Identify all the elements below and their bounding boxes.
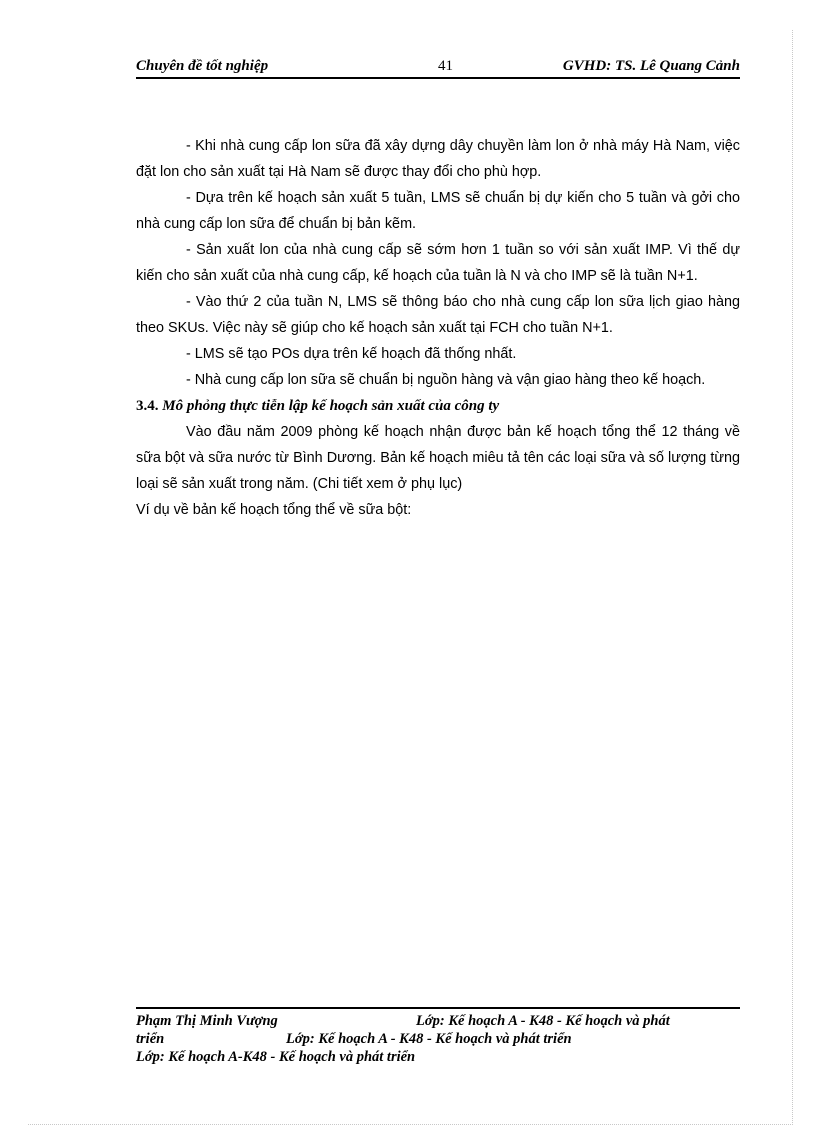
- paragraph: - Khi nhà cung cấp lon sữa đã xây dựng dây chuyền làm lon ở nhà máy Hà Nam, việc đặt lon cho sản xuất tại Hà Nam sẽ được thay đổi cho phù hợp.: [136, 138, 740, 180]
- section-title: Mô phỏng thực tiễn lập kế hoạch sản xuất của công ty: [162, 398, 500, 414]
- example-line: Ví dụ về bản kế hoạch tổng thể về sữa bột:: [136, 502, 412, 518]
- paragraph: - Vào thứ 2 của tuần N, LMS sẽ thông báo cho nhà cung cấp lon sữa lịch giao hàng theo SKUs. Việc này sẽ giúp cho kế hoạch sản xuất tại FCH cho tuần N+1.: [136, 294, 740, 336]
- section-number: 3.4.: [136, 398, 159, 414]
- paragraph: - Sản xuất lon của nhà cung cấp sẽ sớm hơn 1 tuần so với sản xuất IMP. Vì thế dự kiến cho sản xuất của nhà cung cấp, kế hoạch của tuần là N và cho IMP sẽ là tuần N+1.: [136, 242, 740, 284]
- paragraph: - Nhà cung cấp lon sữa sẽ chuẩn bị nguồn hàng và vận giao hàng theo kế hoạch.: [186, 372, 706, 388]
- header-advisor: GVHD: TS. Lê Quang Cảnh: [562, 58, 740, 74]
- page-header: [136, 58, 740, 78]
- footer-class-line-1-continued: triển: [136, 1031, 165, 1047]
- footer-class-line-3: Lớp: Kế hoạch A-K48 - Kế hoạch và phát triển: [136, 1049, 416, 1065]
- footer-author: Phạm Thị Minh Vượng: [136, 1013, 278, 1029]
- page-footer: [136, 1012, 740, 1066]
- footer-class-line-1: Lớp: Kế hoạch A - K48 - Kế hoạch và phát: [416, 1013, 670, 1029]
- paragraph: - LMS sẽ tạo POs dựa trên kế hoạch đã thống nhất.: [186, 346, 517, 362]
- body-text: [136, 133, 740, 523]
- header-page-number: 41: [438, 58, 453, 74]
- paragraph: - Dựa trên kế hoạch sản xuất 5 tuần, LMS sẽ chuẩn bị dự kiến cho 5 tuần và gởi cho nhà cung cấp lon sữa để chuẩn bị bản kẽm.: [136, 190, 740, 232]
- section-heading: [136, 393, 740, 419]
- section-paragraph: Vào đầu năm 2009 phòng kế hoạch nhận được bản kế hoạch tổng thể 12 tháng về sữa bột và sữa nước từ Bình Dương. Bản kế hoạch miêu tả tên các loại sữa và số lượng từng loại sẽ sản xuất trong năm. (Chi tiết xem ở phụ lục): [136, 424, 740, 492]
- footer-class-line-2: Lớp: Kế hoạch A - K48 - Kế hoạch và phát triển: [286, 1031, 572, 1047]
- footer-rule: [136, 1007, 740, 1009]
- header-rule: [136, 77, 740, 79]
- header-document-title: Chuyên đề tốt nghiệp: [136, 58, 269, 74]
